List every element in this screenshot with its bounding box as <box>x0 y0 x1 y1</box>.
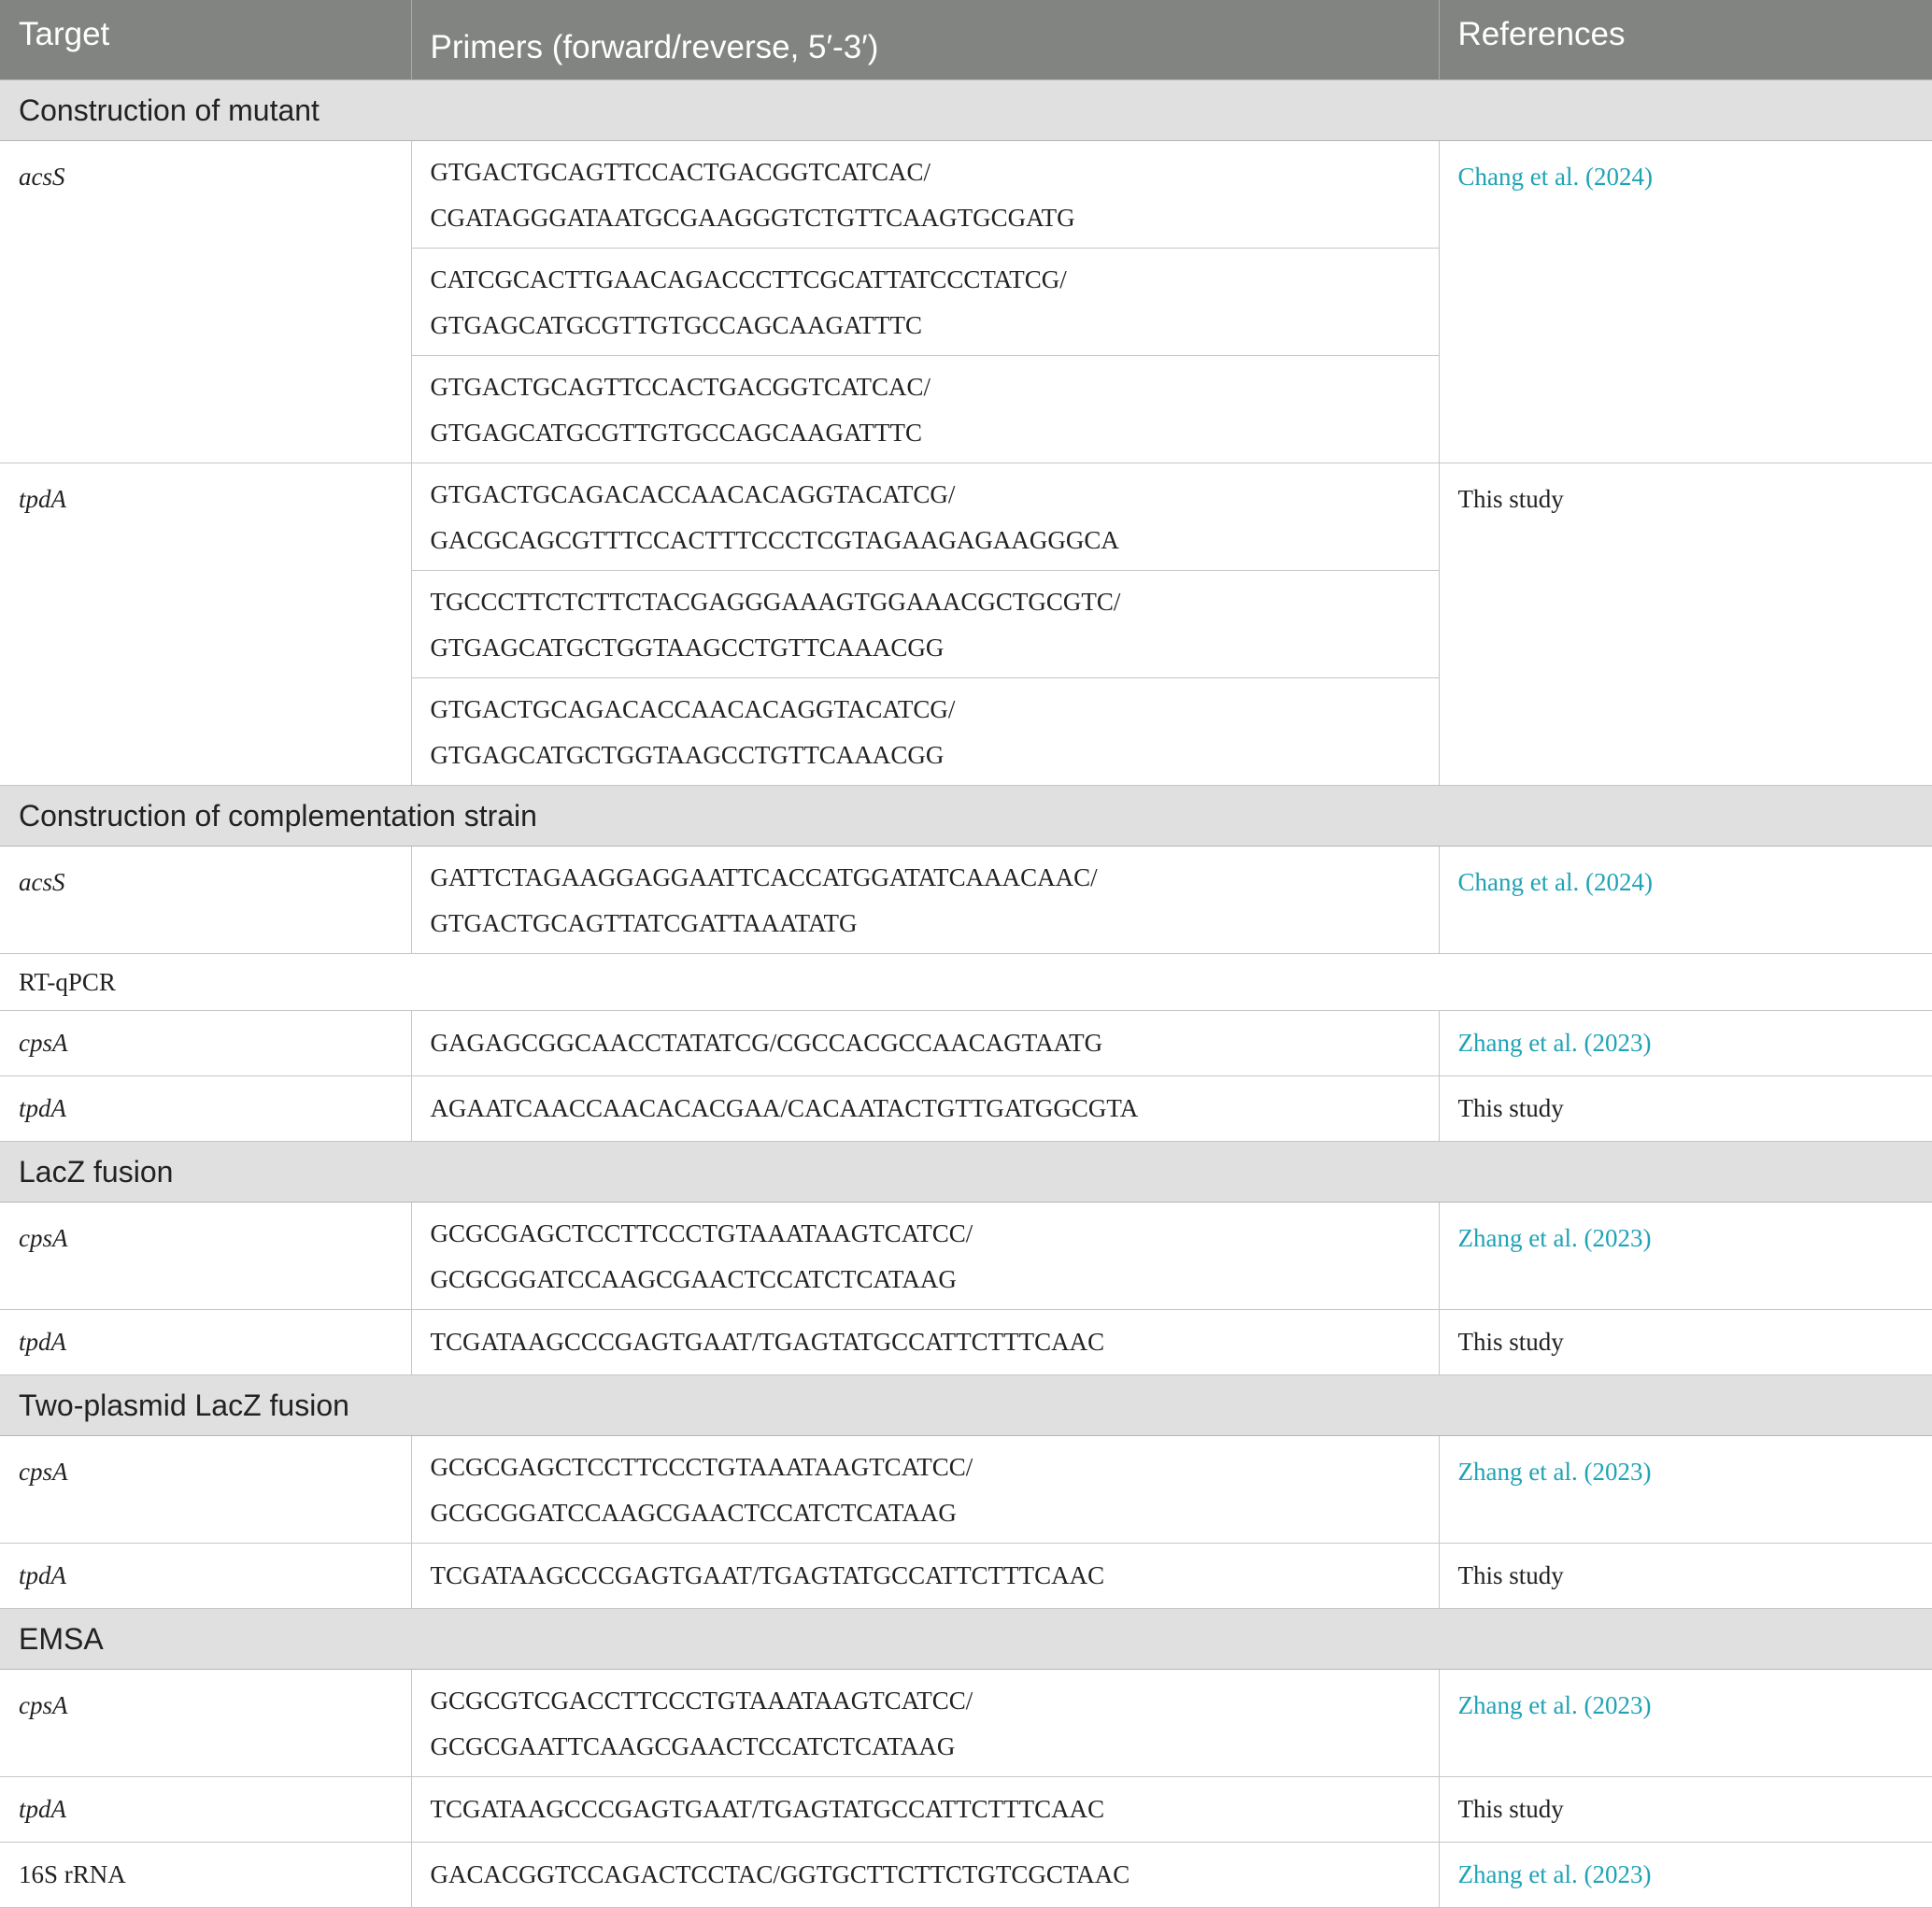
primer-forward: GCGCGTCGACCTTCCCTGTAAATAAGTCATCC/ <box>430 1687 973 1715</box>
primer-reverse: GTGAGCATGCTGGTAAGCCTGTTCAAACGG <box>430 634 945 662</box>
header-primers: Primers (forward/reverse, 5′-3′) <box>411 0 1439 80</box>
primer-cell: TCGATAAGCCCGAGTGAAT/TGAGTATGCCATTCTTTCAAC <box>411 1310 1439 1375</box>
target-cell: cpsA <box>0 1011 411 1076</box>
primer-cell: TCGATAAGCCCGAGTGAAT/TGAGTATGCCATTCTTTCAAC <box>411 1544 1439 1609</box>
primer-reverse: GCGCGGATCCAAGCGAACTCCATCTCATAAG <box>430 1265 957 1293</box>
target-cell: tpdA <box>0 1310 411 1375</box>
primer-reverse: GACGCAGCGTTTCCACTTTCCCTCGTAGAAGAGAAGGGCA <box>430 526 1119 554</box>
section-rtqpcr: RT-qPCR <box>0 954 1932 1011</box>
section-mutant: Construction of mutant <box>0 80 1932 141</box>
target-cell: cpsA <box>0 1670 411 1777</box>
primer-forward: GTGACTGCAGACACCAACACAGGTACATCG/ <box>430 480 956 508</box>
table-row <box>0 1076 1932 1142</box>
primer-cell <box>411 847 1439 954</box>
primer-forward: GTGACTGCAGTTCCACTGACGGTCATCAC/ <box>430 158 931 186</box>
primer-reverse: GCGCGGATCCAAGCGAACTCCATCTCATAAG <box>430 1499 957 1527</box>
target-cell: 16S rRNA <box>0 1843 411 1908</box>
target-cell: cpsA <box>0 1203 411 1310</box>
reference-link[interactable]: Zhang et al. (2023) <box>1439 1436 1932 1544</box>
primer-cell <box>411 678 1439 786</box>
section-complementation: Construction of complementation strain <box>0 786 1932 847</box>
primer-cell: TCGATAAGCCCGAGTGAAT/TGAGTATGCCATTCTTTCAAC <box>411 1777 1439 1843</box>
primer-cell <box>411 249 1439 356</box>
primer-cell <box>411 1203 1439 1310</box>
primer-cell: GAGAGCGGCAACCTATATCG/CGCCACGCCAACAGTAATG <box>411 1011 1439 1076</box>
reference-cell: This study <box>1439 1310 1932 1375</box>
section-row <box>0 1609 1932 1670</box>
reference-cell: This study <box>1439 1544 1932 1609</box>
primer-cell <box>411 1670 1439 1777</box>
primer-forward: TGCCCTTCTCTTCTACGAGGGAAAGTGGAAACGCTGCGTC/ <box>430 588 1121 616</box>
reference-cell: This study <box>1439 1076 1932 1142</box>
section-row <box>0 1142 1932 1203</box>
primer-forward: GCGCGAGCTCCTTCCCTGTAAATAAGTCATCC/ <box>430 1453 973 1481</box>
header-target: Target <box>0 0 411 80</box>
primer-cell <box>411 1436 1439 1544</box>
table-row <box>0 1843 1932 1908</box>
table-row <box>0 847 1932 954</box>
reference-link[interactable]: Zhang et al. (2023) <box>1439 1011 1932 1076</box>
target-cell: tpdA <box>0 1777 411 1843</box>
reference-link[interactable]: Zhang et al. (2023) <box>1439 1843 1932 1908</box>
table-row <box>0 1310 1932 1375</box>
target-cell: cpsA <box>0 1436 411 1544</box>
primer-reverse: GTGAGCATGCTGGTAAGCCTGTTCAAACGG <box>430 741 945 769</box>
reference-link[interactable]: Zhang et al. (2023) <box>1439 1670 1932 1777</box>
table-row <box>0 1011 1932 1076</box>
section-lacz: LacZ fusion <box>0 1142 1932 1203</box>
header-row <box>0 0 1932 80</box>
primer-cell <box>411 571 1439 678</box>
section-row <box>0 954 1932 1011</box>
primer-cell <box>411 463 1439 571</box>
header-references: References <box>1439 0 1932 80</box>
reference-cell: This study <box>1439 463 1932 786</box>
target-cell: tpdA <box>0 1544 411 1609</box>
primer-forward: GTGACTGCAGTTCCACTGACGGTCATCAC/ <box>430 373 931 401</box>
primer-cell: GACACGGTCCAGACTCCTAC/GGTGCTTCTTCTGTCGCTAAC <box>411 1843 1439 1908</box>
target-cell: tpdA <box>0 1076 411 1142</box>
primer-reverse: GCGCGAATTCAAGCGAACTCCATCTCATAAG <box>430 1732 956 1760</box>
primer-cell: AGAATCAACCAACACACGAA/CACAATACTGTTGATGGCGTA <box>411 1076 1439 1142</box>
section-row <box>0 80 1932 141</box>
section-emsa: EMSA <box>0 1609 1932 1670</box>
primer-forward: GCGCGAGCTCCTTCCCTGTAAATAAGTCATCC/ <box>430 1219 973 1247</box>
primer-reverse: CGATAGGGATAATGCGAAGGGTCTGTTCAAGTGCGATG <box>430 204 1075 232</box>
reference-link[interactable]: Chang et al. (2024) <box>1439 141 1932 463</box>
primer-forward: GATTCTAGAAGGAGGAATTCACCATGGATATCAAACAAC/ <box>430 863 1098 891</box>
primer-reverse: GTGACTGCAGTTATCGATTAAATATG <box>430 909 858 937</box>
reference-cell: This study <box>1439 1777 1932 1843</box>
table-row <box>0 1777 1932 1843</box>
section-two-plasmid: Two-plasmid LacZ fusion <box>0 1375 1932 1436</box>
target-cell: tpdA <box>0 463 411 786</box>
target-cell: acsS <box>0 847 411 954</box>
target-cell: acsS <box>0 141 411 463</box>
primer-cell <box>411 141 1439 249</box>
reference-link[interactable]: Zhang et al. (2023) <box>1439 1203 1932 1310</box>
table-row <box>0 463 1932 571</box>
table-row <box>0 1203 1932 1310</box>
table-row <box>0 141 1932 249</box>
table-row <box>0 1544 1932 1609</box>
table-row <box>0 1670 1932 1777</box>
table-row <box>0 1436 1932 1544</box>
primer-forward: GTGACTGCAGACACCAACACAGGTACATCG/ <box>430 695 956 723</box>
primer-forward: CATCGCACTTGAACAGACCCTTCGCATTATCCCTATCG/ <box>430 265 1067 293</box>
primer-reverse: GTGAGCATGCGTTGTGCCAGCAAGATTTC <box>430 419 922 447</box>
reference-link[interactable]: Chang et al. (2024) <box>1439 847 1932 954</box>
section-row <box>0 1375 1932 1436</box>
section-row <box>0 786 1932 847</box>
primer-reverse: GTGAGCATGCGTTGTGCCAGCAAGATTTC <box>430 311 922 339</box>
primer-cell <box>411 356 1439 463</box>
